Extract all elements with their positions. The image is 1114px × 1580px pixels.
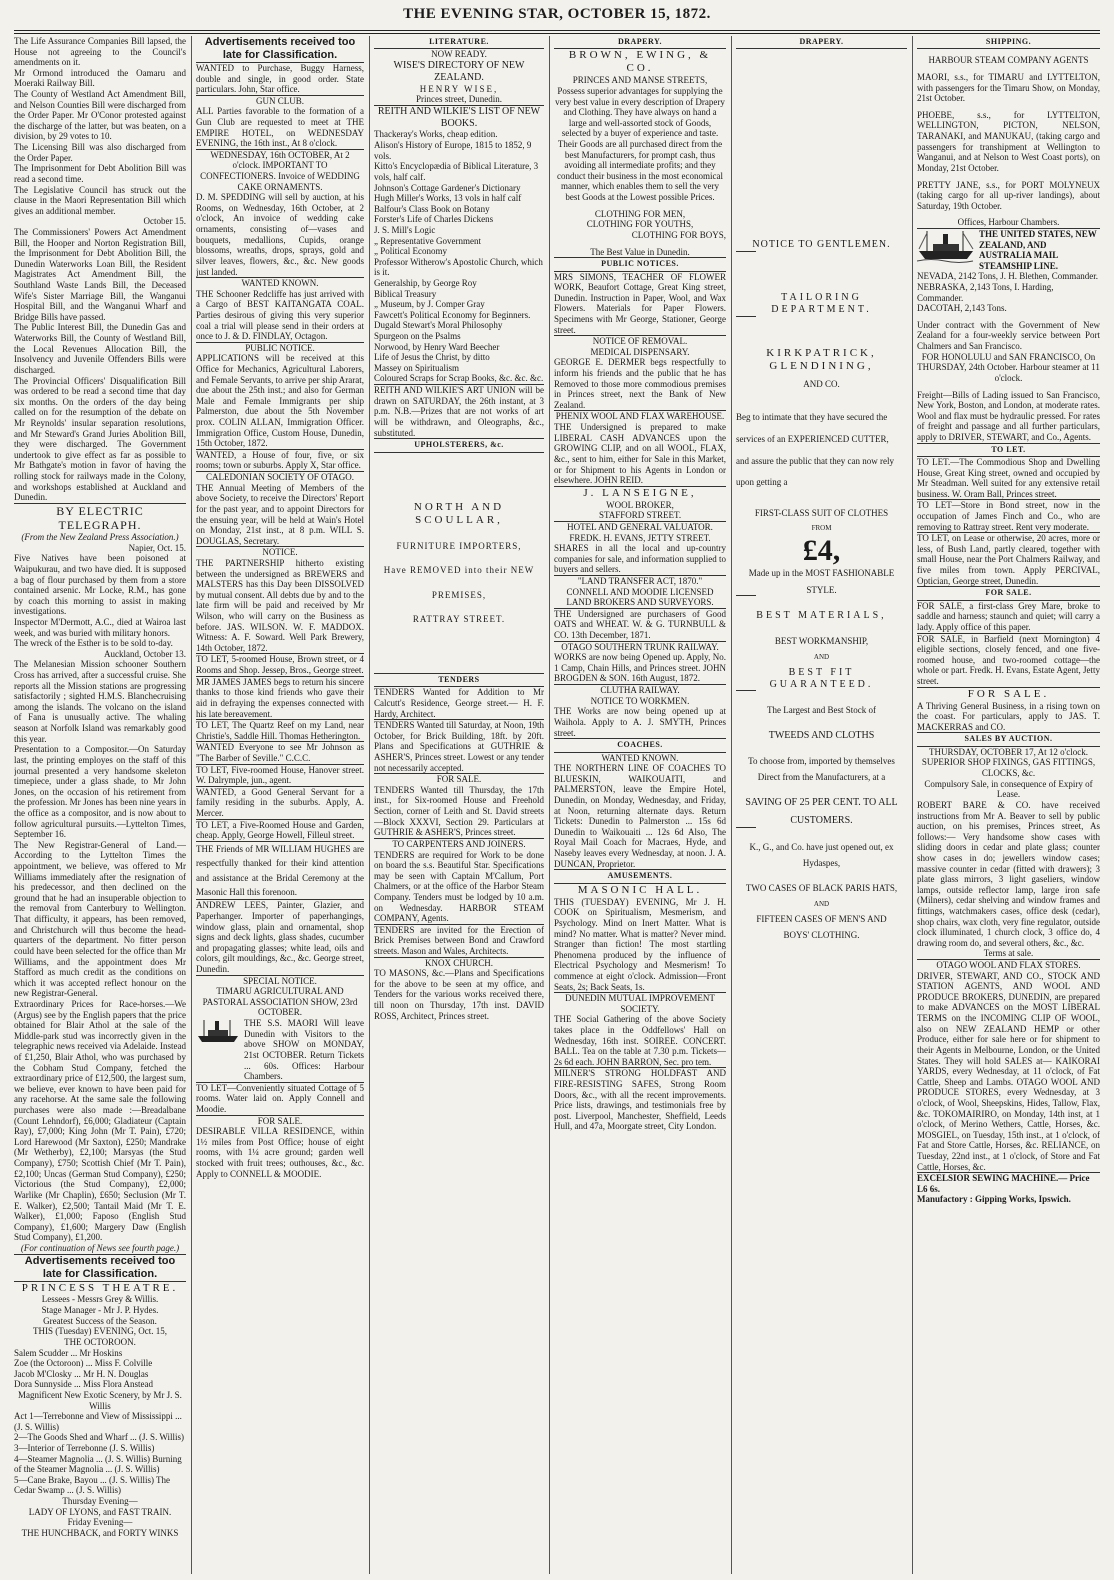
ad-heading: TAILORING DEPARTMENT. xyxy=(771,292,872,316)
ad-text: TO LET—Store in Bond street, now in the occupation of James Finch and Co., who are removing to Rattray street. Rent very moderate. xyxy=(917,500,1100,532)
ad-text: THE S.S. MAORI Will leave Dunedin with Visitors to the above SHOW on MONDAY, 21st OCTOBER. Return Tickets ... 60s. Offices: Harbour Chambers. xyxy=(244,1018,364,1082)
price: £4, xyxy=(802,533,841,567)
ad-text: TO LET, Five-roomed House, Hanover street. W. Dalrymple, jun., agent. xyxy=(196,764,364,786)
ad-line: Dora Sunnyside ... Miss Flora Anstead xyxy=(14,1379,153,1390)
ad-text: TENDERS Wanted till Saturday, at Noon, 19th October, for Brick Building, 18ft. by 20ft. Plans and Specifications at GUTHRIE & ASHER'S, Princes street. Lowest or any tender not necessarily accepted. xyxy=(374,720,544,773)
news-paragraph: Inspector M'Dermott, A.C., died at Wairoa last week, and was buried with military honors. xyxy=(14,617,186,638)
ad-text: TENDERS Wanted for Addition to Mr Calcutt's Residence, George street.— H. F. Hardy, Architect. xyxy=(374,687,544,719)
ad-text: TENDERS are invited for the Erection of Brick Premises between Bond and Crawford streets. Mason and Wales, Architects. xyxy=(374,924,544,956)
ad-text: RATTRAY STREET. xyxy=(412,614,506,625)
ad-text: TO MASONS, &c.—Plans and Specifications for the above to be seen at my office, and Tenders for the various works received there, till noon on Thursday, 17th inst. DAVID ROSS, Architect, Princes street. xyxy=(374,968,544,1021)
ad-text: GEORGE E. DERMER begs respectfully to inform his friends and the public that he has Removed to those more commodious premises in Princes street, next the Bank of New Zealand. xyxy=(554,357,726,410)
ad-text: Possess superior advantages for supplying the very best value in every description of Drapery and Clothing. They have always on hand a large and well-assorted stock of Goods, selected by a buyer of experience and taste. Their Goods are all purchased direct from the best Manufacturers, for prompt cash, thus avoiding all intermediate profits; and they conduct their business in the most economical manner, which enables them to sell the very best Goods at the Lowest possible Prices. xyxy=(555,85,725,203)
section-header: SHIPPING. xyxy=(985,37,1032,46)
column-shipping xyxy=(917,36,1100,1574)
ad-text: CLOTHING FOR YOUTHS, xyxy=(586,219,694,230)
ad-heading: SUPERIOR SHOP FIXINGS, GAS FITTINGS, CLOCKS, &c. xyxy=(921,757,1096,779)
news-paragraph: The New Registrar-General of Land.—According to the Lyttelton Times the appointment, we believe, was offered to Mr Williams immediately after the resignation of his predecessor, and then declined on the ground that he had an insuperable objection to the removal from Canterbury to Wellington. That difficulty, it appears, has been removed, and Christchurch will thus become the head-quarters of the department. No fitter person could have been selected for the office than Mr Williams, and the appointment does Mr Stafford as much credit as the conditions on which it was accepted reflect honour on the new Registrar-General. xyxy=(14,839,186,999)
ad-line: Jacob M'Closky ... Mr H. N. Douglas xyxy=(14,1368,149,1379)
ad-text: APPLICATIONS will be received at this Office for Mechanics, Agricultural Laborers, and Female Servants, to arrive per ship Ararat, due about the 25th inst.; and also for German Male and Female Immigrants per ship Palmerston, due about the 5th November prox. COLIN ALLAN, Immigration Officer. Immigration Office, Custom House, Dunedin, 15th October, 1872. xyxy=(196,353,364,449)
ad-line: Salem Scudder ... Mr Hoskins xyxy=(14,1347,123,1358)
ad-text: Stage Manager - Mr J. P. Hydes. xyxy=(41,1305,159,1316)
ad-text: Terms at sale. xyxy=(983,948,1034,959)
book-item: J. S. Mill's Logic xyxy=(374,224,436,235)
ad-text: Beg to intimate that they have secured the xyxy=(736,412,888,423)
ad-heading: NOTICE TO GENTLEMEN. xyxy=(752,239,891,251)
ad-text: FOR SALE, a first-class Grey Mare, broke to saddle and harness; staunch and quiet; will carry a lady. Apply office of this paper. xyxy=(917,600,1100,632)
book-item: Thackeray's Works, cheap edition. xyxy=(374,129,498,140)
ad-heading: BEST MATERIALS, xyxy=(756,610,887,622)
ad-text: NEBRASKA, 2,143 Tons, I. Harding, Commander. xyxy=(917,282,1054,303)
ad-text: MRS SIMONS, TEACHER OF FLOWER WORK, Beaufort Cottage, Great King street, Dunedin. Instruction in Paper, Wool, and Wax Flowers. Materials for Paper Flowers. Specimens with Mr George, Stationer, George street. xyxy=(554,271,726,335)
ad-text: Under contract with the Government of New Zealand for a four-weekly service between Port Chalmers and San Francisco. xyxy=(917,319,1100,352)
ad-text: MILNER'S STRONG HOLDFAST AND FIRE-RESISTING SAFES, Strong Room Doors, &c., with all the recent improvements. Price lists, drawings, and testimonials free by post. Liverpool, Manchester, Sheffield, Leeds Hull, and 47a, Moorgate street, City London. xyxy=(554,1068,726,1132)
ad-text: Princes street, Dunedin. xyxy=(416,94,502,105)
ad-text: THE PARTNERSHIP hitherto existing between the undersigned as BREWERS and MALSTERS has this Day been DISSOLVED by mutual consent. All debts due by and to the late firm will be paid and received by Mr Wilson, who will carry on the Business as before. JAS. WILSON. W. F. MADDOX. Witness: A. F. Soward. Well Park Brewery, 14th October, 1872. xyxy=(196,557,364,653)
ad-line: Zoe (the Octoroon) ... Miss F. Colville xyxy=(14,1358,153,1369)
ad-text: TO LET—Conveniently situated Cottage of 5 rooms. Water laid on. Apply Connell and Moodie. xyxy=(196,1082,364,1114)
ad-line: Greatest Success of the Season. xyxy=(43,1315,157,1326)
column-rule xyxy=(912,36,913,1574)
news-paragraph: The Melanesian Mission schooner Southern Cross has arrived, after a successful cruise. She reports all the Mission stations are progressing satisfactorily ; sighted H.M.S. Blanchecruising among the islands. The volcano on the island of Fana is unusually active. The whaling season at Norfolk Island was remarkably good this year. xyxy=(14,659,186,744)
section-header: LITERATURE. xyxy=(429,37,489,46)
ad-text: WANTED, a Good General Servant for a family residing in the suburbs. Apply, A. Mercer. xyxy=(196,786,364,818)
book-item: Fawcett's Political Economy for Beginners. xyxy=(374,309,531,320)
ad-heading: OTAGO WOOL AND FLAX STORES. xyxy=(936,960,1081,971)
ad-text: D. M. SPEDDING will sell by auction, at his Rooms, on Wednesday, 16th October, at 2 o'clock, An invoice of wedding cake ornaments, consisting of—vases and bouquets, medallions, Cupids, orange blossoms, wreaths, drops, sprays, gold and silver leaves, flowers, &c., &c. New goods just landed. xyxy=(196,192,364,277)
ad-text: FROM xyxy=(811,524,832,533)
book-item: Life of Jesus the Christ, by ditto xyxy=(374,352,490,363)
news-paragraph: The County of Westland Act Amendment Bill, and Nelson Counties Bill were discharged from the Order Paper. Mr O'Conor protested against the discharge of the latter, but was beaten, on a division, by 29 votes to 10. xyxy=(14,89,186,142)
ad-heading: HOTEL AND GENERAL VALUATOR. xyxy=(567,521,713,532)
ad-text: CLOTHING FOR MEN, xyxy=(594,208,686,219)
dateline: Auckland, October 13. xyxy=(104,648,186,659)
masthead-rule xyxy=(14,30,1100,34)
column-news xyxy=(14,36,186,1574)
news-paragraph: The Public Interest Bill, the Dunedin Gas and Waterworks Bill, the County of Westland Bill, the Local Revenues Allocation Bill, the Insolvency and Juvenile Offenders Bills were discharged. xyxy=(14,322,186,375)
ad-text: ANDREW LEES, Painter, Glazier, and Paperhanger. Importer of paperhangings, window glass, plain and ornamental, shop signs and deck lights, glass shades, cucumber and propagating glasses; white lead, oils and colors, gilt mouldings, &c., &c. George street, Dunedin. xyxy=(196,900,364,975)
ad-heading: PRINCESS THEATRE. xyxy=(21,1281,179,1294)
ad-heading: REITH AND WILKIE'S LIST OF NEW BOOKS. xyxy=(377,105,541,129)
column-rule xyxy=(549,36,550,1574)
section-title: BY ELECTRIC TELEGRAPH. xyxy=(56,503,144,532)
book-item: „ Political Economy xyxy=(374,246,447,257)
ad-text: Lessees - Messrs Grey & Willis. xyxy=(41,1294,159,1305)
ad-text: TO LET, The Quartz Reef on my Land, near Christie's, Saddle Hill. Thomas Hetherington. xyxy=(196,720,364,741)
steamship-icon xyxy=(196,1018,240,1044)
news-paragraph: The Life Assurance Companies Bill lapsed, the House not agreeing to the Council's amendments on it. xyxy=(14,36,186,68)
ad-heading: FREDK. H. EVANS, JETTY STREET. xyxy=(569,532,711,543)
news-paragraph: The wreck of the Esther is to be sold to-day. xyxy=(14,638,173,649)
ad-text: FOR HONOLULU and SAN FRANCISCO, On THURSDAY, 24th October. Harbour steamer at 11 o'clock. xyxy=(917,351,1100,383)
ad-text: REITH AND WILKIE'S ART UNION will be drawn on SATURDAY, the 26th instant, at 3 p.m. N.B.—Prizes that are not works of art will be withdrawn, and Oleographs, &c., substituted. xyxy=(374,385,544,438)
steamship-ad xyxy=(196,1018,364,1082)
ad-heading: WANTED KNOWN. xyxy=(601,752,679,763)
ad-heading: MEDICAL DISPENSARY. xyxy=(590,346,690,357)
ad-text: THE Annual Meeting of Members of the above Society, to receive the Directors' Report for the past year, and to appoint Directors for the ensuing year, will be held at Wain's Hotel on Monday, 21st inst., at 8 p.m. WILL S. DOUGLAS, Secretary. xyxy=(196,482,364,546)
column-rule xyxy=(191,36,192,1574)
column-rule xyxy=(369,36,370,1574)
ad-text: FIFTEEN CASES OF MEN'S AND xyxy=(756,913,887,924)
book-item: Johnson's Cottage Gardener's Dictionary xyxy=(374,182,521,193)
ad-heading: KIRKPATRICK, GLENDINING, xyxy=(766,346,877,372)
ad-heading: "LAND TRANSFER ACT, 1870." xyxy=(577,575,703,586)
ad-text: THIS (TUESDAY) EVENING, Mr J. H. COOK on Spiritualism, Mesmerism, and Psychology. Mind on Inert Matter. What is mind? No matter. What is matter? Never mind. Stranger than fiction! The most startling Phenomena produced by the influence of Electrical Psychology and Mesmerism! To commence at eight o'clock. Admission—Front Seats, 2s; Back Seats, 1s. xyxy=(554,896,726,992)
ad-text: To choose from, imported by themselves xyxy=(748,755,895,766)
column-drapery xyxy=(554,36,726,1574)
news-paragraph: The Provincial Officers' Disqualification Bill was ordered to be read a second time that day six months. On the orders of the day being called on for the resumption of the debate on Mr Reynolds' insular separation resolutions, and Mr Steward's Grand Juries Abolition Bill, they were discharged. The Government undertook to give effect as far as possible to Mr Bathgate's motion in favor of having the rolling stock for railways made in the Colony, and workshops established at Auckland and Dunedin. xyxy=(14,375,186,503)
ad-text: BEST WORKMANSHIP, xyxy=(774,636,869,647)
ad-text: upon getting a xyxy=(736,477,788,488)
ad-text: STYLE. xyxy=(806,584,837,595)
ad-line: Act 1—Terrebonne and View of Mississippi ... (J. S. Willis) xyxy=(14,1411,182,1432)
section-header: PUBLIC NOTICES. xyxy=(601,259,679,269)
ad-heading: DUNEDIN MUTUAL IMPROVEMENT SOCIETY. xyxy=(565,993,715,1014)
ad-text: NEVADA, 2142 Tons, J. H. Blethen, Commander. xyxy=(917,271,1099,282)
news-paragraph: Presentation to a Compositor.—On Saturday last, the printing employes on the staff of this journal presented a very handsome skeleton timepiece, under a glass shade, to Mr John Jones, on the occasion of his retirement from the profession. Mr Jones has been nine years in the office as a compositor, and is now about to follow agricultural pursuits.—Lyttelton Times, September 16. xyxy=(14,744,186,840)
ad-text: ROBERT BARE & CO. have received instructions from Mr A. Beaver to sell by public auction, on his premises, Princes street, As follows:— Very handsome show cases with sliding doors in cedar and plate glass; counter show cases in do; jewellers window cases; massive counter in cedar (fitted with drawers); 3 plate glass mirrors, 3 light gaseliers, window lamps, outside reflector lamp, large iron safe (Milners), cedar shelving and window frames and fittings, watchmakers cases, office desk (cedar), shop chairs, wax cloth, very fine regulator, outside clock illuminated, 1 church clock, 3 office do, 4 drawing room do, and several others, &c., &c. xyxy=(917,799,1100,948)
ad-text: SHARES in all the local and up-country companies for sale, and information supplied to buyers and sellers. xyxy=(554,543,726,575)
ad-text: K., G., and Co. have just opened out, ex xyxy=(749,841,894,852)
ad-text: BOYS' CLOTHING. xyxy=(783,930,860,941)
ad-text: The Largest and Best Stock of xyxy=(766,705,877,716)
ad-text: THE Undersigned is prepared to make LIBERAL CASH ADVANCES upon the GROWING CLIP, and on all WOOL, FLAX, &c., sent to him, either for Sale in this Market, or for Shipment to his Agents in London or elsewhere. JOHN REID. xyxy=(554,422,726,486)
ad-text: Freight—Bills of Lading issued to San Francisco, New York, Boston, and London, at moderate rates. Wool and flax must be hydraulic pressed. For rates of freight and passage and all further particulars, apply to DRIVER, STEWART, and Co., Agents. xyxy=(917,389,1100,442)
ad-line: 2—The Goods Shed and Wharf ... (J. S. Willis) xyxy=(14,1432,185,1443)
ad-heading: NOTICE OF REMOVAL. xyxy=(592,336,688,347)
ad-heading: CALEDONIAN SOCIETY OF OTAGO. xyxy=(206,472,354,483)
ad-text: Manufactory : Gipping Works, Ipswich. xyxy=(917,1194,1071,1205)
ad-text: THE Social Gathering of the above Society takes place in the Oddfellows' Hall on Wednesday, 16th inst. SOIREE. CONCERT. BALL. Tea on the table at 7.30 p.m. Tickets—2s 6d each. JOHN BARRON, Sec. pro tem. xyxy=(554,1014,726,1067)
ad-text: FURNITURE IMPORTERS, xyxy=(396,540,522,551)
ad-text: FOR SALE, in Barfield (next Mornington) 4 eligible sections, closely fenced, and one five-roomed house, and two-roomed cottage—the whole or part. Fredk. H. Evans, Estate Agent, Jetty street. xyxy=(917,633,1100,686)
ad-text: THE Friends of MR WILLIAM HUGHES are respectfully thanked for their kind attention and assistance at the Bridal Ceremony at the Masonic Hall this forenoon. xyxy=(196,843,364,897)
ad-text: THE Schooner Redcliffe has just arrived with a Cargo of BEST KAITANGATA COAL. Parties desirous of giving this very superior coal a trial will please send in their orders at once to J. & D. FINDLAY, Octagon. xyxy=(196,288,364,342)
ad-heading: WANTED KNOWN. xyxy=(241,278,319,289)
ad-heading: OTAGO SOUTHERN TRUNK RAILWAY. xyxy=(561,641,719,652)
book-item: „ Museum, by J. Comper Gray xyxy=(374,299,485,310)
section-header: COACHES. xyxy=(617,740,663,750)
book-item: Alison's History of Europe, 1815 to 1852, 9 vols. xyxy=(374,140,532,161)
ad-text: WOOL BROKER, xyxy=(606,499,674,510)
news-paragraph: The Licensing Bill was also discharged from the Order Paper. xyxy=(14,142,186,163)
column-late-ads xyxy=(196,36,364,1574)
ad-heading: CLUTHA RAILWAY. xyxy=(600,685,680,696)
section-header: TO LET. xyxy=(991,444,1026,454)
continuation-note: (For continuation of News see fourth page.) xyxy=(20,1242,180,1253)
ad-heading: FOR SALE. xyxy=(257,1115,303,1126)
section-title: Advertisements received too late for Classification. xyxy=(204,36,356,61)
ad-heading: FOR SALE. xyxy=(967,687,1050,700)
ad-text: AND xyxy=(813,652,830,661)
book-item: Generalship, by George Roy xyxy=(374,277,477,288)
ad-line: THE OCTOROON. xyxy=(64,1336,136,1347)
column-literature xyxy=(374,36,544,1574)
ad-heading: MASONIC HALL. xyxy=(577,883,703,896)
ad-text: HENRY WISE, xyxy=(419,83,499,94)
ad-heading: BEST FIT GUARANTEED. xyxy=(769,666,874,690)
ad-text: Hydaspes, xyxy=(802,858,841,869)
ad-text: PRETTY JANE, s.s., for PORT MOLYNEUX (taking cargo for all up-river landings), about Saturday, 19th October. xyxy=(917,179,1100,211)
ad-text: Compulsory Sale, in consequence of Expiry of Lease. xyxy=(924,778,1093,800)
ad-text: TO LET, 5-roomed House, Brown street, or 4 Rooms and Shop. Jessep, Bros., George street. xyxy=(196,654,364,676)
book-item: Norwood, by Henry Ward Beecher xyxy=(374,341,500,352)
ad-heading: NOTICE TO WORKMEN. xyxy=(590,695,690,706)
ad-heading: FOR SALE. xyxy=(436,774,482,785)
book-item: Coloured Scraps for Scrap Books, &c. &c. &c. xyxy=(374,373,544,384)
ad-text: ALL Parties favorable to the formation of a Gun Club are requested to meet at THE EMPIRE HOTEL, on WEDNESDAY EVENING, the 16th inst., At 8 o'clock. xyxy=(196,106,364,149)
ad-text: AND xyxy=(813,899,830,908)
steamship-icon xyxy=(917,229,975,263)
ad-text: CLOTHING FOR BOYS, xyxy=(631,229,726,240)
ad-line: 5—Cane Brake, Bayou ... (J. S. Willis) The Cedar Swamp ... (J. S. Willis) xyxy=(14,1474,171,1496)
ad-heading: THE UNITED STATES, NEW ZEALAND, AND AUSTRALIA MAIL STEAMSHIP LINE. xyxy=(979,228,1097,271)
section-header: UPHOLSTERERS, &c. xyxy=(414,440,504,450)
ad-text: Direct from the Manufacturers, at a xyxy=(757,772,886,783)
masthead: THE EVENING STAR, OCTOBER 15, 1872. xyxy=(403,6,711,22)
dateline: Napier, Oct. 15. xyxy=(128,542,186,553)
ad-text: WEDNESDAY, 16th OCTOBER, At 2 o'clock. IMPORTANT TO CONFECTIONERS. Invoice of WEDDING CAKE ORNAMENTS. xyxy=(200,149,360,192)
book-item: Kitto's Encyclopædia of Biblical Literature, 3 vols, half calf. xyxy=(374,161,539,182)
news-paragraph: The Legislative Council has struck out the clause in the Maori Representation Bill which gives an additional member. xyxy=(14,184,186,216)
ad-text: WANTED to Purchase, Buggy Harness, double and single, in good order. State particulars. John, Star office. xyxy=(196,62,364,95)
ad-text: Made up in the MOST FASHIONABLE xyxy=(748,568,895,578)
ad-line: Thursday Evening— xyxy=(62,1496,138,1507)
ad-text: WORKS are now being Opened up. Apply, No. 1 Camp, Chain Hills, and Princes street. JOHN BROGDEN & SON. 16th August, 1872. xyxy=(554,652,726,684)
steamship-ad xyxy=(917,229,1100,271)
book-item: Spurgeon on the Psalms xyxy=(374,331,461,342)
ad-text: DESIRABLE VILLA RESIDENCE, within 1½ miles from Post Office; house of eight rooms, with 1¼ acre ground; garden well stocked with fruit trees; outhouses, &c., &c. Apply to CONNELL & MOODIE. xyxy=(196,1126,364,1179)
ad-text: THE Undersigned are purchasers of Good OATS and WHEAT. W. & G. TURNBULL & CO. 13th December, 1871. xyxy=(554,608,726,641)
book-item: Massey on Spiritualism xyxy=(374,362,459,373)
ad-heading: GUN CLUB. xyxy=(255,95,304,106)
section-header: FOR SALE. xyxy=(985,588,1032,598)
ad-heading: NORTH AND SCOULLAR, xyxy=(413,500,505,526)
ad-text: TO LET.—The Commodious Shop and Dwelling House, Great King street, owned and occupied by Mr Steadman. Well suited for any extensive retail business. W. Oram Ball, Princes street. xyxy=(917,456,1100,499)
ad-text: THE NORTHERN LINE OF COACHES TO BLUESKIN, WAIKOUAITI, and PALMERSTON, leave the Empire Hotel, Dunedin, on Monday, Wednesday, and Friday, at Noon, returning alternate days. Return Tickets: Dunedin to Palmerston ... 15s 6d Dunedin to Waikouaiti ... 12s 6d Also, The Royal Mail Coach for Macraes, Hyde, and Naseby leaves every Wednesday, at noon. J. A. DUNCAN, Proprietor. xyxy=(554,763,726,869)
book-item: Balfour's Class Book on Botany xyxy=(374,203,490,214)
ad-text: The Best Value in Dunedin. xyxy=(590,246,690,257)
ad-text: DACOTAH, 2,143 Tons. xyxy=(917,303,1007,314)
ad-heading: NOTICE. xyxy=(262,547,298,558)
ad-text: and assure the public that they can now rely xyxy=(736,455,894,466)
book-item: „ Representative Government xyxy=(374,235,481,246)
section-header: AMUSEMENTS. xyxy=(607,871,673,881)
ad-text: WANTED, a House of four, five, or six rooms; town or suburbs. Apply X, Star office. xyxy=(196,449,364,471)
section-subtitle: (From the New Zealand Press Association.) xyxy=(21,532,179,543)
section-header: TENDERS xyxy=(438,674,480,684)
book-item: Forster's Life of Charles Dickens xyxy=(374,214,494,225)
ad-heading: SPECIAL NOTICE. xyxy=(243,975,317,986)
ad-heading: HARBOUR STEAM COMPANY AGENTS xyxy=(928,55,1089,66)
ad-line: THE HUNCHBACK, and FORTY WINKS xyxy=(21,1527,179,1538)
ad-heading: THURSDAY, OCTOBER 17, At 12 o'clock. xyxy=(929,746,1088,757)
ad-text: MR JAMES JAMES begs to return his sincere thanks to those kind friends who gave their aid in defraying the expenses connected with his late bereavement. xyxy=(196,676,364,719)
ad-text: Offices, Harbour Chambers. xyxy=(957,217,1060,228)
section-header: DRAPERY. xyxy=(799,37,844,46)
ad-text: A Thriving General Business, in a rising town on the coast. For particulars, apply to JAS. T. MACKERRAS and CO. xyxy=(917,700,1100,732)
section-header: DRAPERY. xyxy=(617,37,663,46)
news-paragraph: Extraordinary Prices for Race-horses.—We (Argus) see by the English papers that the price obtained for Blair Athol at the sale of the Middle-park stud was incorrectly given in the telegraphic news received via Adelaide. Instead of £1,250, Blair Athol, who was purchased by the Cobham Stud Company, fetched the extraordinary price of £12,500, the largest sum, we believe, ever known to have been paid for any racehorse. At the same sale the following purchases were also made :—Breadalbane (Count Lehndorf), £6,000; Gladiateur (Captain Ray), £7,000; King John (Mr T. Pain), £720; Lord Harewood (Mr Saxton), £250; Mandrake (Mr Wetherby), £2,100; Marsyas (the Stud Company), £750; Scottish Chief (Mr T. Pain), £2,100; Uncas (German Stud Company), £250; Victorious (the Stud Company), £2,000; Warlike (Mr Chaplin), £650; Seclusion (Mr T. E. Walker), £2,500; Tantail Maid (Mr T. E. Walker), £1,000; Faposo (English Stud Company), £1,600; Margery Daw (English Stud Company), £1,200. xyxy=(14,998,186,1243)
section-header: SALES BY AUCTION. xyxy=(964,734,1053,744)
ad-heading: NOW READY. xyxy=(431,49,487,60)
section-title: Advertisements received too late for Classification. xyxy=(24,1254,176,1280)
news-paragraph: Mr Ormond introduced the Oamaru and Moeraki Railway Bill. xyxy=(14,67,186,89)
ad-line: Friday Evening— xyxy=(67,1517,133,1528)
news-paragraph: The Commissioners' Powers Act Amendment Bill, the Hooper and Norton Registration Bill, the Imprisonment for Debt Abolition Bill, the Dunedin Waterworks Loan Bill, the Resident Magistrates Act Amendment Bill, the Southland Waste Lands Bill, the Deceased Wife's Sister Marriage Bill, the Wanganui Hospital Bill, and the Wanganui Wharf and Bridge Bills have passed. xyxy=(14,226,186,322)
ad-text: TO LET, on Lease or otherwise, 20 acres, more or less, of Bush Land, partly cleared, together with small House, near the Port Chalmers Railway, and five miles from town. Apply PERCIVAL, Optician, George street, Dunedin. xyxy=(917,533,1100,586)
ad-text: services of an EXPERIENCED CUTTER, xyxy=(736,433,889,444)
ad-text: WANTED Everyone to see Mr Johnson as "The Barber of Seville." C.C.C. xyxy=(196,742,364,763)
ad-line: LADY OF LYONS, and FAST TRAIN. xyxy=(28,1506,172,1517)
ad-text: TO LET, a Five-Roomed House and Garden, cheap. Apply, George Howell, Filleul street. xyxy=(196,819,364,841)
ad-text: Have REMOVED into their NEW xyxy=(383,565,535,576)
ad-text: PRINCES AND MANSE STREETS, xyxy=(572,75,708,86)
ad-text: THE Works are now being opened up at Waihola. Apply to A. J. SMYTH, Princes street. xyxy=(554,706,726,738)
ad-text: STAFFORD STREET. xyxy=(598,510,682,521)
ad-heading: PHENIX WOOL AND FLAX WAREHOUSE. xyxy=(555,411,725,422)
ad-text: TWO CASES OF BLACK PARIS HATS, xyxy=(745,882,898,893)
ad-heading: TWEEDS AND CLOTHS xyxy=(768,730,875,742)
book-item: Dugald Stewart's Moral Philosophy xyxy=(374,320,503,331)
ad-text: AND CO. xyxy=(803,378,840,389)
ad-line: 4—Steamer Magnolia ... (J. S. Willis) Burning of the Steamer Magnolia ... (J. S. Willis) xyxy=(14,1453,182,1475)
ad-line: THIS (Tuesday) EVENING, Oct. 15, xyxy=(33,1326,167,1337)
ad-text: PHOEBE, s.s., for LYTTELTON, WELLINGTON, PICTON, NELSON, TARANAKI, and MANUKAU, (taking cargo and passengers for transhipment at Wellington to Wanganui, and at Nelson to West Coast ports), on Monday, 21st October. xyxy=(917,109,1100,173)
ad-text: TIMARU AGRICULTURAL AND PASTORAL ASSOCIATION SHOW, 23rd OCTOBER. xyxy=(202,986,358,1018)
book-item: Professor Witherow's Apostolic Church, which is it. xyxy=(374,256,543,278)
ad-text: CONNELL AND MOODIE LICENSED LAND BROKERS AND SURVEYORS. xyxy=(566,586,714,608)
ad-heading: TO CARPENTERS AND JOINERS. xyxy=(392,838,526,849)
news-paragraph: The Imprisonment for Debt Abolition Bill was read a second time. xyxy=(14,163,186,184)
ad-text: TENDERS Wanted till Thursday, the 17th inst., for Six-roomed House and Freehold Section, corner of Leith and St. David streets—Block XXXVI, Section 29. Particulars at GUTHRIE & ASHER'S, Princes street. xyxy=(374,784,544,838)
ad-heading: J. LANSEIGNE, xyxy=(583,486,697,499)
ad-heading: WISE'S DIRECTORY OF NEW ZEALAND. xyxy=(393,60,525,83)
ad-line: Magnificent New Exotic Scenery, by Mr J. S. Willis xyxy=(18,1389,182,1411)
ad-heading: KNOX CHURCH. xyxy=(424,957,493,968)
ad-line: 3—Interior of Terrebonne (J. S. Willis) xyxy=(14,1443,155,1453)
ad-text: TENDERS are required for Work to be done on board the s.s. Beautiful Star. Specifications may be seen with Captain M'Callum, Port Chalmers, or at the office of the Harbor Steam Company. Tenders must be lodged by 10 a.m. on Wednesday. HARBOR STEAM COMPANY, Agents. xyxy=(374,849,544,924)
column-tailoring xyxy=(736,36,907,1574)
book-item: Biblical Treasury xyxy=(374,288,437,299)
column-rule xyxy=(731,36,732,1574)
book-item: Hugh Miller's Works, 13 vols in half calf xyxy=(374,193,522,204)
ad-heading: PUBLIC NOTICE. xyxy=(245,342,315,353)
news-paragraph: Five Natives have been poisoned at Waipukurau, and two have died. It is supposed a bag of flour purchased by them from a store contained arsenic. Mr Locke, R.M., has gone by coach this morning to assist in making investigations. xyxy=(14,553,186,617)
ad-heading: CUSTOMERS. xyxy=(790,814,853,826)
dateline: October 15. xyxy=(143,216,186,227)
ad-heading: EXCELSIOR SEWING MACHINE.— Price L6 6s. xyxy=(917,1173,1090,1194)
ad-text: PREMISES, xyxy=(431,589,487,600)
ad-heading: SAVING OF 25 PER CENT. TO ALL xyxy=(745,797,898,809)
ad-text: FIRST-CLASS SUIT OF CLOTHES xyxy=(754,507,889,518)
ad-heading: BROWN, EWING, & CO. xyxy=(568,49,712,75)
ad-text: MAORI, s.s., for TIMARU and LYTTELTON, with passengers for the Timaru Show, on Monday, 21st October. xyxy=(917,72,1100,104)
ad-text: DRIVER, STEWART, AND CO., STOCK AND STATION AGENTS, AND WOOL AND PRODUCE BROKERS, DUNEDIN, are prepared to make ADVANCES on the MOST LIBERAL TERMS on the INCOMING CLIP OF WOOL, also on NEW ZEALAND HEMP or other Produce, either for sale here or for shipment to their Agents in Melbourne, London, or the United States. They will hold SALES at— KAIKORAI YARDS, every Wednesday, at 11 o'clock, of Fat Cattle, Sheep and Lambs. OTAGO WOOL AND PRODUCE STORES, every Wednesday, at 3 o'clock, of Wool, Sheepskins, Hides, Tallow, Flax, &c. TOKOMAIRIRO, on Monday, 14th inst, at 1 o'clock, of Merino Wethers, Cattle, Horses, &c. MOSGIEL, on Tuesday, 15th inst., at 1 o'clock, of Fat and Store Cattle, Horses, &c. RELIANCE, on Tuesday, 22nd inst., at 1 o'clock, of Store and Fat Cattle, Horses, &c. xyxy=(917,970,1100,1172)
